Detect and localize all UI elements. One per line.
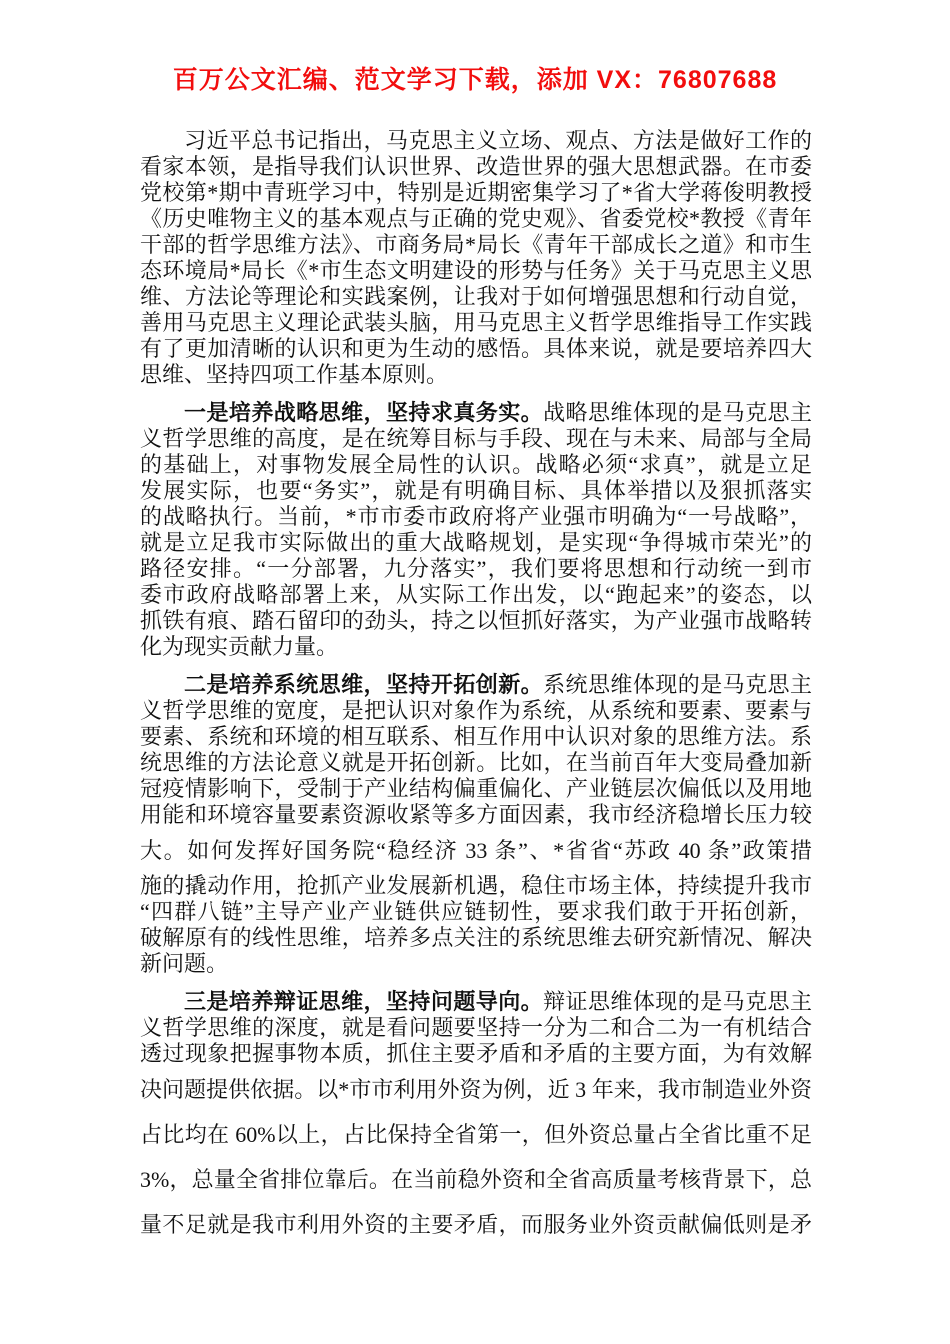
text-line (140, 634, 812, 660)
text-run: 透过现象把握事物本质，抓住主要矛盾和矛盾的主要方面，为有效解 (140, 1041, 812, 1066)
text-run: 占比均在 60%以上，占比保持全省第一，但外资总量占全省比重不足 (140, 1122, 812, 1147)
text-line (140, 180, 812, 206)
text-line (140, 1067, 812, 1112)
text-line (140, 698, 812, 724)
text-line (140, 452, 812, 478)
text-line (140, 128, 812, 154)
section-heading: 一是培养战略思维，坚持求真务实。 (184, 400, 544, 425)
text-line (140, 504, 812, 530)
text-run: 义哲学思维的宽度，是把认识对象作为系统，从系统和要素、要素与 (140, 698, 812, 723)
text-run: 发展实际，也要“务实”，就是有明确目标、具体举措以及狠抓落实 (140, 478, 812, 503)
text-run: 辩证思维体现的是马克思主 (543, 989, 812, 1014)
text-run: 决问题提供依据。以*市市利用外资为例，近 3 年来，我市制造业外资 (140, 1077, 812, 1102)
text-line (140, 556, 812, 582)
text-line (140, 951, 812, 977)
text-line (140, 1157, 812, 1202)
text-run: 抓铁有痕、踏石留印的劲头，持之以恒抓好落实，为产业强市战略转 (140, 608, 812, 633)
text-line (140, 899, 812, 925)
text-run: 化为现实贡献力量。 (140, 634, 339, 659)
text-run: 思维、坚持四项工作基本原则。 (140, 362, 449, 387)
text-line (140, 1202, 812, 1247)
text-run: 《历史唯物主义的基本观点与正确的党史观》、省委党校*教授《青年 (140, 206, 812, 231)
text-line (140, 362, 812, 388)
paragraph (140, 989, 812, 1247)
text-run: 3%，总量全省排位靠后。在当前稳外资和全省高质量考核背景下，总 (140, 1167, 812, 1192)
text-line (140, 1112, 812, 1157)
paragraph (140, 672, 812, 977)
text-line (140, 258, 812, 284)
text-run: 破解原有的线性思维，培养多点关注的系统思维去研究新情况、解决 (140, 925, 812, 950)
text-run: 要素、系统和环境的相互联系、相互作用中认识对象的思维方法。系 (140, 724, 812, 749)
text-run: 新问题。 (140, 951, 229, 976)
text-line (140, 478, 812, 504)
text-run: 的战略执行。当前，*市市委市政府将产业强市明确为“一号战略”， (140, 504, 812, 529)
text-line (140, 400, 812, 426)
text-run: 冠疫情影响下，受制于产业结构偏重偏化、产业链层次偏低以及用地 (140, 776, 812, 801)
paragraph (140, 128, 812, 388)
promo-header-text: 百万公文汇编、范文学习下载，添加 VX：76807688 (172, 66, 778, 94)
text-run: 党校第*期中青班学习中，特别是近期密集学习了*省大学蒋俊明教授 (140, 180, 812, 205)
section-heading: 三是培养辩证思维，坚持问题导向。 (184, 989, 544, 1014)
text-line (140, 284, 812, 310)
text-line (140, 989, 812, 1015)
text-line (140, 750, 812, 776)
text-line (140, 206, 812, 232)
text-run: 统思维的方法论意义就是开拓创新。比如，在当前百年大变局叠加新 (140, 750, 812, 775)
text-run: 就是立足我市实际做出的重大战略规划，是实现“争得城市荣光”的 (140, 530, 812, 555)
text-run: 有了更加清晰的认识和更为生动的感悟。具体来说，就是要培养四大 (140, 336, 812, 361)
text-run: 系统思维体现的是马克思主 (543, 672, 812, 697)
text-line (140, 582, 812, 608)
text-line (140, 1015, 812, 1041)
text-run: 战略思维体现的是马克思主 (543, 400, 812, 425)
text-line (140, 925, 812, 951)
text-run: 施的撬动作用，抢抓产业发展新机遇，稳住市场主体，持续提升我市 (140, 873, 812, 898)
text-run: 义哲学思维的高度，是在统筹目标与手段、现在与未来、局部与全局 (140, 426, 812, 451)
text-run: 态环境局*局长《*市生态文明建设的形势与任务》关于马克思主义思 (140, 258, 812, 283)
text-run: 善用马克思主义理论武装头脑，用马克思主义哲学思维指导工作实践 (140, 310, 812, 335)
text-line (140, 828, 812, 873)
text-line (140, 1041, 812, 1067)
text-line (140, 802, 812, 828)
text-line (140, 724, 812, 750)
text-line (140, 310, 812, 336)
text-run: 量不足就是我市利用外资的主要矛盾，而服务业外资贡献偏低则是矛 (140, 1212, 812, 1237)
text-line (140, 873, 812, 899)
paragraph (140, 400, 812, 660)
text-line (140, 608, 812, 634)
text-line (140, 672, 812, 698)
text-line (140, 776, 812, 802)
text-run: 路径安排。“一分部署，九分落实”，我们要将思想和行动统一到市 (140, 556, 812, 581)
text-run: 看家本领，是指导我们认识世界、改造世界的强大思想武器。在市委 (140, 154, 812, 179)
text-run: 义哲学思维的深度，就是看问题要坚持一分为二和合二为一有机结合 (140, 1015, 812, 1040)
text-run: 维、方法论等理论和实践案例，让我对于如何增强思想和行动自觉， (140, 284, 812, 309)
text-line (140, 530, 812, 556)
text-run: 委市政府战略部署上来，从实际工作出发，以“跑起来”的姿态，以 (140, 582, 812, 607)
text-run: 大。如何发挥好国务院“稳经济 33 条”、*省省“苏政 40 条”政策措 (140, 838, 812, 863)
text-run: 用能和环境容量要素资源收紧等多方面因素，我市经济稳增长压力较 (140, 802, 812, 827)
document-body (140, 128, 812, 1259)
text-run: 干部的哲学思维方法》、市商务局*局长《青年干部成长之道》和市生 (140, 232, 812, 257)
text-run: 的基础上，对事物发展全局性的认识。战略必须“求真”，就是立足 (140, 452, 812, 477)
text-line (140, 232, 812, 258)
text-run: 习近平总书记指出，马克思主义立场、观点、方法是做好工作的 (184, 128, 812, 153)
text-line (140, 426, 812, 452)
text-line (140, 336, 812, 362)
section-heading: 二是培养系统思维，坚持开拓创新。 (184, 672, 544, 697)
text-line (140, 154, 812, 180)
text-run: “四群八链”主导产业产业链供应链韧性，要求我们敢于开拓创新， (140, 899, 812, 924)
